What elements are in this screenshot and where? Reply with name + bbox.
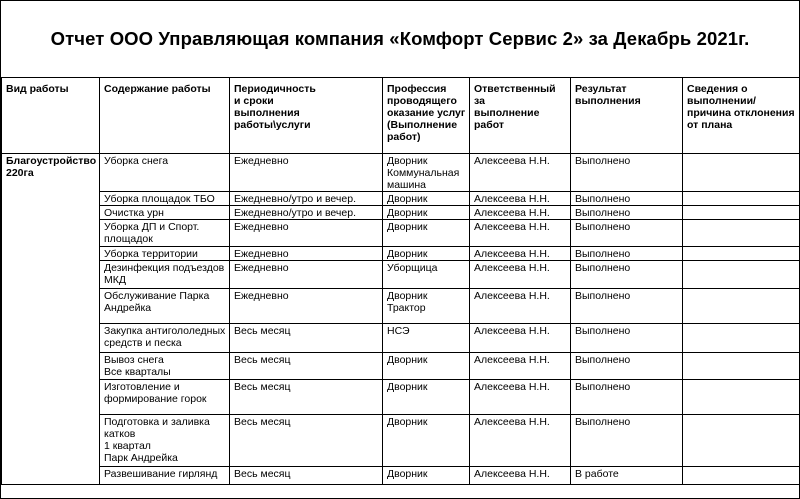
responsible-cell: Алексеева Н.Н.: [470, 192, 571, 206]
notes-cell: [683, 247, 800, 261]
table-row: [2, 353, 800, 380]
header-cell-result: Результат выполнения: [571, 78, 683, 154]
periodicity-cell: Весь месяц: [230, 353, 383, 380]
responsible-cell: Алексеева Н.Н.: [470, 353, 571, 380]
table-row: [2, 415, 800, 467]
notes-cell: [683, 289, 800, 324]
periodicity-cell: Ежедневно: [230, 289, 383, 324]
profession-cell: Уборщица: [383, 261, 470, 289]
notes-cell: [683, 467, 800, 485]
notes-cell: [683, 415, 800, 467]
header-cell-notes: Сведения о выполнении/ причина отклонения от плана: [683, 78, 800, 154]
result-cell: Выполнено: [571, 220, 683, 247]
header-cell-periodicity: Периодичность и сроки выполнения работы\услуги: [230, 78, 383, 154]
result-cell: Выполнено: [571, 353, 683, 380]
header-cell-profession: Профессия проводящего оказание услуг (Выполнение работ): [383, 78, 470, 154]
table-row: [2, 289, 800, 324]
notes-cell: [683, 380, 800, 415]
header-cell-work-type: Вид работы: [2, 78, 100, 154]
table-row: [2, 206, 800, 220]
responsible-cell: Алексеева Н.Н.: [470, 154, 571, 192]
result-cell: Выполнено: [571, 380, 683, 415]
periodicity-cell: Ежедневно/утро и вечер.: [230, 192, 383, 206]
periodicity-cell: Ежедневно: [230, 220, 383, 247]
profession-cell: Дворник: [383, 467, 470, 485]
table-row: [2, 247, 800, 261]
table-row: [2, 192, 800, 206]
work-content-cell: Закупка антигололедных средств и песка: [100, 324, 230, 353]
notes-cell: [683, 261, 800, 289]
result-cell: Выполнено: [571, 206, 683, 220]
periodicity-cell: Весь месяц: [230, 380, 383, 415]
work-content-cell: Уборка снега: [100, 154, 230, 192]
result-cell: В работе: [571, 467, 683, 485]
periodicity-cell: Ежедневно: [230, 261, 383, 289]
notes-cell: [683, 206, 800, 220]
table-row: [2, 220, 800, 247]
periodicity-cell: Ежедневно: [230, 154, 383, 192]
result-cell: Выполнено: [571, 261, 683, 289]
notes-cell: [683, 192, 800, 206]
periodicity-cell: Ежедневно/утро и вечер.: [230, 206, 383, 220]
work-content-cell: Вывоз снега Все кварталы: [100, 353, 230, 380]
profession-cell: НСЭ: [383, 324, 470, 353]
work-content-cell: Уборка территории: [100, 247, 230, 261]
table-row: [2, 154, 800, 192]
periodicity-cell: Ежедневно: [230, 247, 383, 261]
table-row: [2, 324, 800, 353]
work-content-cell: Уборка площадок ТБО: [100, 192, 230, 206]
work-content-cell: Уборка ДП и Спорт. площадок: [100, 220, 230, 247]
notes-cell: [683, 154, 800, 192]
responsible-cell: Алексеева Н.Н.: [470, 380, 571, 415]
responsible-cell: Алексеева Н.Н.: [470, 247, 571, 261]
notes-cell: [683, 324, 800, 353]
profession-cell: Дворник: [383, 247, 470, 261]
result-cell: Выполнено: [571, 324, 683, 353]
result-cell: Выполнено: [571, 154, 683, 192]
responsible-cell: Алексеева Н.Н.: [470, 206, 571, 220]
responsible-cell: Алексеева Н.Н.: [470, 261, 571, 289]
responsible-cell: Алексеева Н.Н.: [470, 324, 571, 353]
work-content-cell: Подготовка и заливка катков 1 квартал Парк Андрейка: [100, 415, 230, 467]
report-title: Отчет ООО Управляющая компания «Комфорт Сервис 2» за Декабрь 2021г.: [50, 28, 750, 49]
responsible-cell: Алексеева Н.Н.: [470, 289, 571, 324]
result-cell: Выполнено: [571, 415, 683, 467]
responsible-cell: Алексеева Н.Н.: [470, 220, 571, 247]
work-content-cell: Дезинфекция подъездов МКД: [100, 261, 230, 289]
table-row: [2, 467, 800, 485]
profession-cell: Дворник Трактор: [383, 289, 470, 324]
result-cell: Выполнено: [571, 247, 683, 261]
profession-cell: Дворник: [383, 415, 470, 467]
responsible-cell: Алексеева Н.Н.: [470, 415, 571, 467]
periodicity-cell: Весь месяц: [230, 415, 383, 467]
notes-cell: [683, 353, 800, 380]
work-type-cell: Благоустройство 220га: [2, 154, 100, 485]
table-row: [2, 261, 800, 289]
work-content-cell: Развешивание гирлянд: [100, 467, 230, 485]
header-cell-responsible: Ответственный за выполнение работ: [470, 78, 571, 154]
periodicity-cell: Весь месяц: [230, 467, 383, 485]
table-row: [2, 380, 800, 415]
profession-cell: Дворник: [383, 353, 470, 380]
result-cell: Выполнено: [571, 192, 683, 206]
result-cell: Выполнено: [571, 289, 683, 324]
profession-cell: Дворник: [383, 192, 470, 206]
profession-cell: Дворник: [383, 380, 470, 415]
table-header-row: [2, 78, 800, 154]
periodicity-cell: Весь месяц: [230, 324, 383, 353]
report-table: [1, 77, 800, 485]
header-cell-work-content: Содержание работы: [100, 78, 230, 154]
profession-cell: Дворник Коммунальная машина: [383, 154, 470, 192]
work-content-cell: Обслуживание Парка Андрейка: [100, 289, 230, 324]
work-content-cell: Очистка урн: [100, 206, 230, 220]
responsible-cell: Алексеева Н.Н.: [470, 467, 571, 485]
profession-cell: Дворник: [383, 220, 470, 247]
profession-cell: Дворник: [383, 206, 470, 220]
notes-cell: [683, 220, 800, 247]
work-content-cell: Изготовление и формирование горок: [100, 380, 230, 415]
